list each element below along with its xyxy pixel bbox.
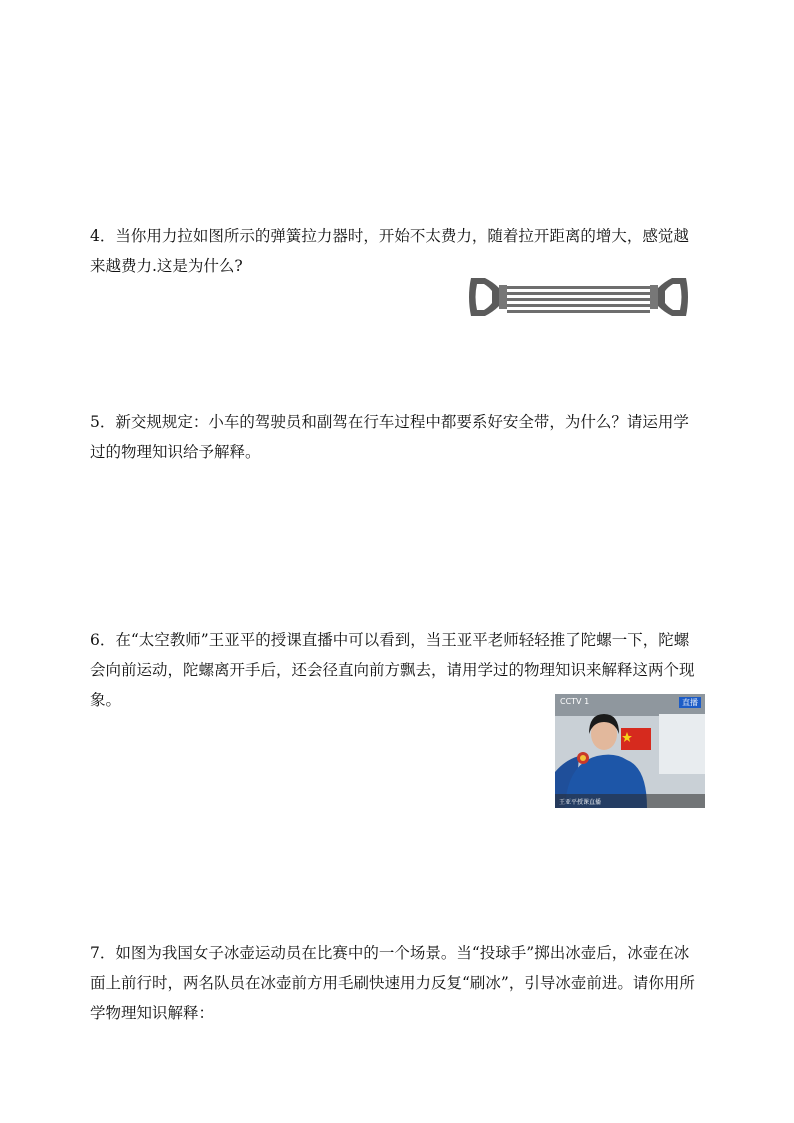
question-5 [90,407,702,467]
spring-expander-figure [465,272,692,322]
space-classroom-photo [555,694,705,808]
live-badge: 直播 [679,697,701,708]
question-4-text: 4．当你用力拉如图所示的弹簧拉力器时，开始不太费力，随着拉开距离的增大，感觉越来越费力.这是为什么? [90,227,689,275]
question-7 [90,938,702,1028]
cctv-logo: CCTV 1 [560,697,590,706]
question-6-text: 6．在“太空教师”王亚平的授课直播中可以看到，当王亚平老师轻轻推了陀螺一下，陀螺会向前运动，陀螺离开手后，还会径直向前方飘去，请用学过的物理知识来解释这两个现象。 [90,631,695,709]
question-5-text: 5．新交规规定：小车的驾驶员和副驾在行车过程中都要系好安全带，为什么？请运用学过的物理知识给予解释。 [90,413,689,461]
astronaut-photo-icon [555,694,705,808]
spring-expander-icon [469,278,688,316]
question-7-text: 7．如图为我国女子冰壶运动员在比赛中的一个场景。当“投球手”掷出冰壶后，冰壶在冰面上前行时，两名队员在冰壶前方用毛刷快速用力反复“刷冰”，引导冰壶前进。请你用所学物理知识解释： [90,944,695,1022]
photo-caption: 王亚平授课直播 [559,799,602,806]
